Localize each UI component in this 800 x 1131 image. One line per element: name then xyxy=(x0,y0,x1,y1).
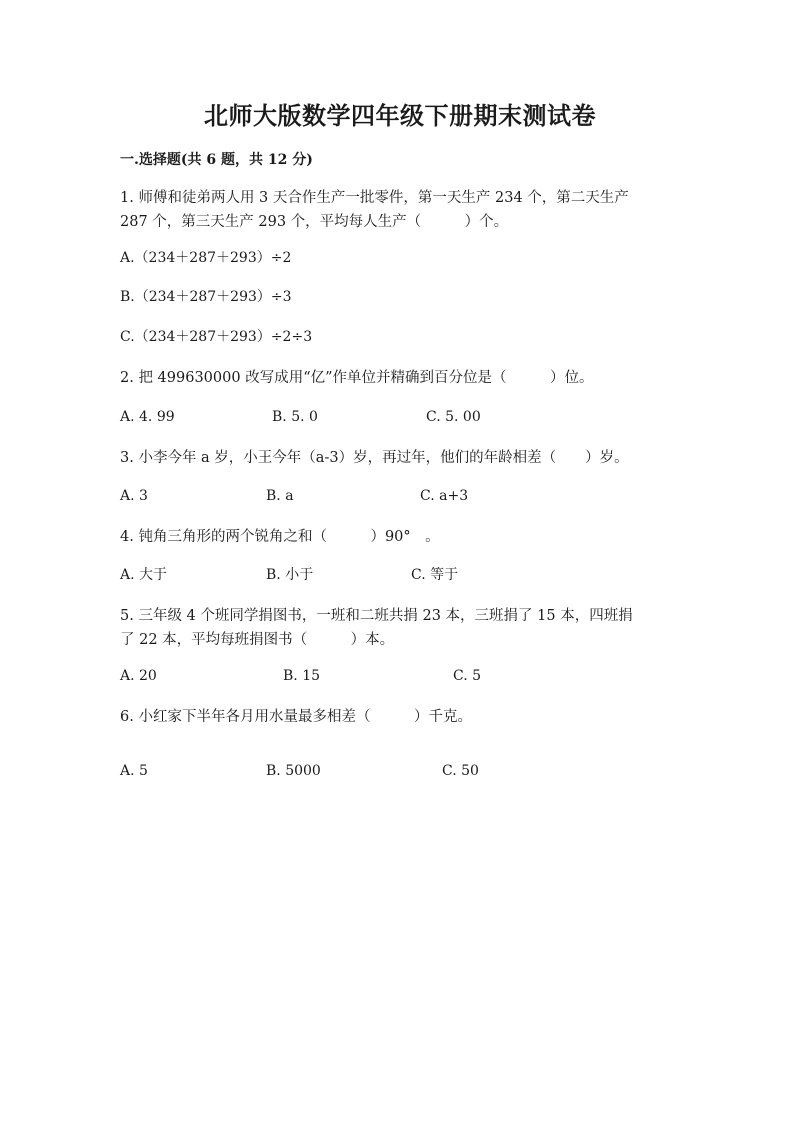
question-2-line-1: 2. 把 499630000 改写成用“亿”作单位并精确到百分位是（ ）位。 xyxy=(120,370,594,386)
question-5 xyxy=(120,604,680,652)
question-5-option-b[interactable]: B. 15 xyxy=(283,668,321,684)
question-2 xyxy=(120,366,680,390)
question-6-option-c[interactable]: C. 50 xyxy=(442,763,479,779)
question-2-option-b[interactable]: B. 5. 0 xyxy=(272,409,318,425)
question-1-option-a[interactable]: A.（234＋287＋293）÷2 xyxy=(120,250,292,266)
question-1-line-1: 1. 师傅和徒弟两人用 3 天合作生产一批零件，第一天生产 234 个，第二天生产 xyxy=(120,190,629,206)
question-1-option-b[interactable]: B.（234＋287＋293）÷3 xyxy=(120,289,292,305)
question-4-option-b[interactable]: B. 小于 xyxy=(266,567,314,583)
question-6-line-1: 6. 小红家下半年各月用水量最多相差（ ）千克。 xyxy=(120,709,472,725)
question-2-option-c[interactable]: C. 5. 00 xyxy=(426,409,481,425)
question-6-option-a[interactable]: A. 5 xyxy=(120,763,148,779)
question-5-line-1: 5. 三年级 4 个班同学捐图书，一班和二班共捐 23 本，三班捐了 15 本，四班捐 xyxy=(120,608,633,624)
question-5-line-2: 了 22 本，平均每班捐图书（ ）本。 xyxy=(120,632,395,648)
question-4-option-a[interactable]: A. 大于 xyxy=(120,567,168,583)
question-1-option-c[interactable]: C.（234＋287＋293）÷2÷3 xyxy=(120,329,313,345)
question-3-option-b[interactable]: B. a xyxy=(266,488,294,504)
question-6-option-b[interactable]: B. 5000 xyxy=(266,763,321,779)
question-5-option-c[interactable]: C. 5 xyxy=(453,668,482,684)
question-1-line-2: 287 个，第三天生产 293 个，平均每人生产（ ）个。 xyxy=(120,214,509,230)
question-4 xyxy=(120,525,680,549)
question-6 xyxy=(120,705,680,729)
question-1 xyxy=(120,186,680,234)
question-2-option-a[interactable]: A. 4. 99 xyxy=(120,409,175,425)
question-4-option-c[interactable]: C. 等于 xyxy=(411,567,459,583)
page-title: 北师大版数学四年级下册期末测试卷 xyxy=(204,101,596,130)
question-3-option-c[interactable]: C. a+3 xyxy=(420,488,469,504)
question-5-option-a[interactable]: A. 20 xyxy=(120,668,157,684)
question-3-line-1: 3. 小李今年 a 岁，小王今年（a-3）岁，再过年，他们的年龄相差（ ）岁。 xyxy=(120,450,629,466)
question-3-option-a[interactable]: A. 3 xyxy=(120,488,148,504)
question-3 xyxy=(120,446,680,470)
section-heading: 一.选择题(共 6 题，共 12 分) xyxy=(120,152,313,168)
question-4-line-1: 4. 钝角三角形的两个锐角之和（ ）90° 。 xyxy=(120,529,440,545)
